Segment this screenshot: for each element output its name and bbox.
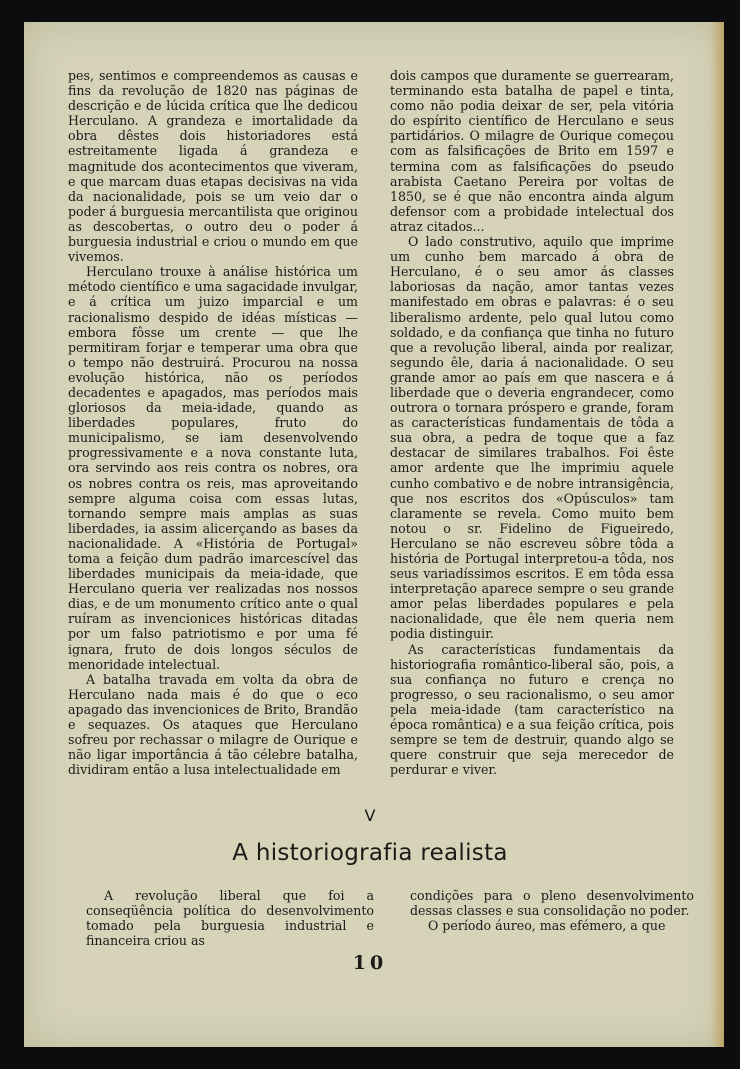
section-title: A historiografia realista bbox=[232, 840, 508, 866]
paragraph: A batalha travada em volta da obra de Herculano nada mais é do que o eco apagado das invencionices de Brito, Brandão e sequazes. Os ataques que Herculano sofreu por rechassar o milagre de Ourique e não ligar importância á tão célebre batalha, dividiram então a lusa intelectualidade em bbox=[68, 671, 358, 778]
paragraph: condições para o pleno desenvolvimento dessas classes e sua consolidação no poder. bbox=[410, 888, 694, 919]
paragraph: Herculano trouxe à análise histórica um método científico e uma sagacidade invulgar, e á crítica um juizo imparcial e um racionalismo despido de idéas místicas — embora fôsse um crente — que lhe permitiram forjar e temperar uma obra que o tempo não destruirá. Procurou na nossa evolução histórica, não os períodos decadentes e apagados, mas períodos mais gloriosos da meia-idade, quando as liberdades populares, fruto do municipalismo, se iam desenvolvendo progressivamente e a nova constante luta, ora servindo aos reis contra os nobres, ora os nobres contra os reis, mas aproveitando sempre alguma coisa com essas lutas, tornando sempre mais amplas as suas liberdades, ia assim alicerçando as bases da nacionalidade. A «História de Portugal» toma a feição dum padrão imarcescível das liberdades municipais da meia-idade, que Herculano queria ver realizadas nos nossos dias, e de um monumento crítico ante o qual ruíram as invencionices históricas ditadas por um falso patriotismo e por uma fé ignara, fruto de dois longos séculos de menoridade intelectual. bbox=[68, 264, 358, 672]
section-number: V bbox=[364, 806, 376, 825]
paragraph: As características fundamentais da historiografia romântico-liberal são, pois, a sua confiança no futuro e crença no progresso, o seu racionalismo, o seu amor pela meia-idade (tam característico na época romântica) e a sua feição crítica, pois sempre se tem de destruir, quando algo se quere construir que seja merecedor de perdurar e viver. bbox=[390, 641, 674, 778]
paragraph: pes, sentimos e compreendemos as causas e fins da revolução de 1820 nas páginas de descrição e de lúcida crítica que lhe dedicou Herculano. A grandeza e imortalidade da obra dêstes dois historiadores está estreitamente ligada á grandeza e magnitude dos acontecimentos que viveram, e que marcam duas etapas decisivas na vida da nacionalidade, pois se um veio dar o poder á burguesia mercantilista que originou as descobertas, o outro deu o poder á burguesia industrial e criou o mundo em que vivemos. bbox=[68, 68, 358, 265]
paragraph: O período áureo, mas efémero, a que bbox=[428, 918, 666, 934]
page-number: 10 bbox=[352, 952, 388, 974]
paragraph: O lado construtivo, aquilo que imprime um cunho bem marcado á obra de Herculano, é o seu amor ás classes laboriosas da nação, amor tantas vezes manifestado em obras e palavras: é o seu liberalismo ardente, pelo qual lutou como soldado, e da confiança que tinha no futuro que a revolução liberal, ainda por realizar, segundo êle, daria á nacionalidade. O seu grande amor ao país em que nascera e á liberdade que o deveria engrandecer, como outrora o tornara próspero e grande, foram as características fundamentais de tôda a sua obra, a pedra de toque que a faz destacar de similares trabalhos. Foi êste amor ardente que lhe imprimiu aquele cunho combativo e de nobre intransigência, que nos escritos dos «Opúsculos» tam claramente se revela. Como muito bem notou o sr. Fidelino de Figueiredo, Herculano se não escreveu sôbre tôda a história de Portugal interpretou-a tôda, nos seus variadíssimos escritos. E em tôda essa interpretação aparece sempre o seu grande amor pelas liberdades populares e pela nacionalidade, que êle nem queria nem podia distinguir. bbox=[390, 234, 674, 642]
text-column-right-top bbox=[390, 68, 674, 777]
text-column-left-top bbox=[68, 68, 358, 777]
paragraph: A revolução liberal que foi a conseqüência política do desenvolvimento tomado pela burguesia industrial e financeira criou as bbox=[86, 888, 374, 949]
text-column-left-bottom bbox=[86, 888, 374, 948]
page-edge-shadow bbox=[710, 22, 724, 1047]
paragraph: dois campos que duramente se guerrearam, terminando esta batalha de papel e tinta, como não podia deixar de ser, pela vitória do espírito científico de Herculano e seus partidários. O milagre de Ourique começou com as falsificações de Brito em 1597 e termina com as falsificações do pseudo arabista Caetano Pereira por voltas de 1850, se é que não encontra ainda algum defensor com a probidade intelectual dos atraz citados... bbox=[390, 68, 674, 234]
text-column-right-bottom bbox=[410, 888, 694, 933]
